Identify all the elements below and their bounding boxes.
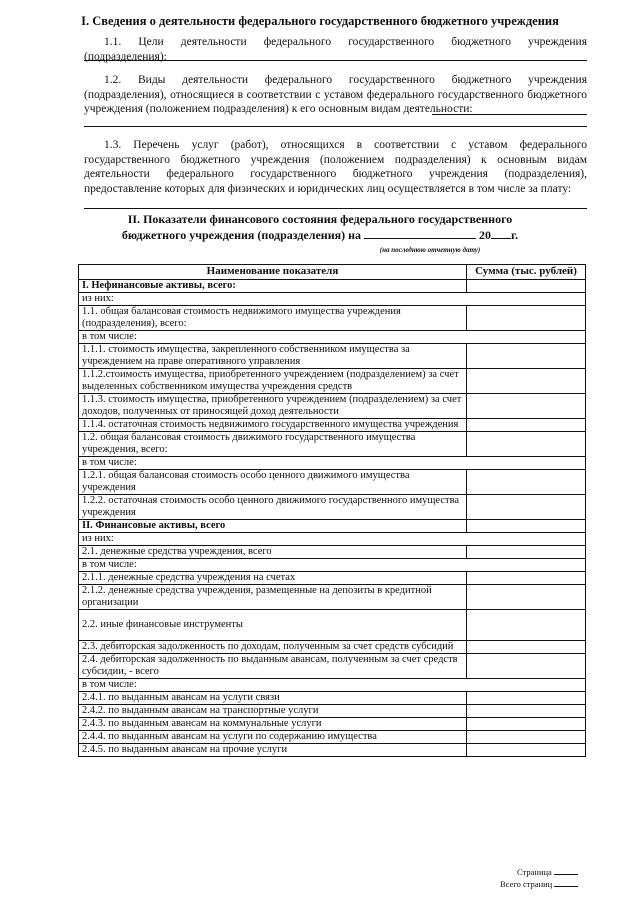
- table-row: [79, 585, 586, 610]
- table-row: [79, 572, 586, 585]
- table-row: [79, 731, 586, 744]
- indicator-name-cell: 2.1.1. денежные средства учреждения на счетах: [79, 572, 467, 585]
- indicator-name-cell: 2.4. дебиторская задолженность по выданным авансам, полученным за счет средств субсидии, - всего: [79, 654, 467, 679]
- table-row: [79, 432, 586, 457]
- year-suffix: г.: [511, 228, 519, 242]
- indicator-name-cell: в том числе:: [79, 559, 586, 572]
- indicator-name-cell: 2.4.4. по выданным авансам на услуги по содержанию имущества: [79, 731, 467, 744]
- year-prefix: 20: [479, 228, 492, 242]
- table-row: [79, 679, 586, 692]
- sum-cell[interactable]: [467, 520, 586, 533]
- fill-line: [84, 126, 587, 127]
- sum-cell[interactable]: [467, 546, 586, 559]
- sum-cell[interactable]: [467, 705, 586, 718]
- indicator-name-cell: из них:: [79, 533, 586, 546]
- sum-cell[interactable]: [467, 692, 586, 705]
- table-row: [79, 546, 586, 559]
- paragraph-1-1: 1.1. Цели деятельности федерального государственного бюджетного учреждения (подразделения):: [84, 36, 587, 63]
- paragraph-1-3: 1.3. Перечень услуг (работ), относящихся в соответствии с уставом федерального государственного бюджетного учреждения (положением подразделения) к основным видам деятельности федерального государственного бюджетного учреждения (подразделения), предоставление которых для физических и юридических лиц осуществляется в том числе за плату:: [84, 139, 587, 195]
- indicator-name-cell: 1.1.1. стоимость имущества, закрепленного собственником имущества за учреждением на праве оперативного управления: [79, 344, 467, 369]
- sum-cell[interactable]: [467, 369, 586, 394]
- indicator-name-cell: 2.2. иные финансовые инструменты: [79, 610, 467, 641]
- indicator-name-cell: в том числе:: [79, 679, 586, 692]
- sum-cell[interactable]: [467, 610, 586, 641]
- sum-cell[interactable]: [467, 718, 586, 731]
- indicator-name-cell: 1.1. общая балансовая стоимость недвижимого имущества учреждения (подразделения), всего:: [79, 306, 467, 331]
- sum-cell[interactable]: [467, 470, 586, 495]
- indicator-name-cell: в том числе:: [79, 331, 586, 344]
- indicator-name-cell: 2.1.2. денежные средства учреждения, размещенные на депозиты в кредитной организации: [79, 585, 467, 610]
- table-row: [79, 654, 586, 679]
- sum-cell[interactable]: [467, 419, 586, 432]
- fill-line: [432, 114, 587, 115]
- fill-line: [84, 60, 587, 61]
- date-blank: [364, 228, 476, 239]
- indicator-name-cell: в том числе:: [79, 457, 586, 470]
- paragraph-1-2: 1.2. Виды деятельности федерального государственного бюджетного учреждения (подразделения), относящиеся в соответствии с уставом федерального государственного бюджетного учреждения (положением подразделения) к его основным видам деятельности:: [84, 74, 587, 115]
- page-label: Страница: [517, 867, 552, 877]
- indicator-name-cell: 2.1. денежные средства учреждения, всего: [79, 546, 467, 559]
- indicator-name-cell: из них:: [79, 293, 586, 306]
- header-name: Наименование показателя: [79, 265, 467, 280]
- table-row: [79, 559, 586, 572]
- indicator-name-cell: 1.2.2. остаточная стоимость особо ценного движимого государственного имущества учреждения: [79, 495, 467, 520]
- indicator-name-cell: I. Нефинансовые активы, всего:: [79, 280, 467, 293]
- table-row: [79, 280, 586, 293]
- table-row: [79, 495, 586, 520]
- indicator-name-cell: 1.1.2.стоимость имущества, приобретенного учреждением (подразделением) за счет выделенных собственником имущества учреждения средств: [79, 369, 467, 394]
- sum-cell[interactable]: [467, 495, 586, 520]
- table-row: [79, 457, 586, 470]
- table-row: [79, 344, 586, 369]
- total-label: Всего страниц: [500, 879, 553, 889]
- indicator-name-cell: 2.4.5. по выданным авансам на прочие услуги: [79, 744, 467, 757]
- page-blank: [554, 866, 578, 875]
- section-2-title-prefix: бюджетного учреждения (подразделения) на: [121, 228, 362, 242]
- header-sum: Сумма (тыс. рублей): [467, 265, 586, 280]
- sum-cell[interactable]: [467, 572, 586, 585]
- section-2-title-date-line: [0, 228, 640, 243]
- year-blank: [491, 228, 511, 239]
- sum-cell[interactable]: [467, 306, 586, 331]
- table-header-row: [79, 265, 586, 280]
- table-row: [79, 520, 586, 533]
- table-row: [79, 533, 586, 546]
- section-1-title: I. Сведения о деятельности федерального государственного бюджетного учреждения: [81, 14, 559, 28]
- table-row: [79, 744, 586, 757]
- table-row: [79, 419, 586, 432]
- indicator-name-cell: 2.4.2. по выданным авансам на транспортные услуги: [79, 705, 467, 718]
- table-row: [79, 306, 586, 331]
- fill-line: [84, 208, 587, 209]
- sum-cell[interactable]: [467, 432, 586, 457]
- indicator-name-cell: II. Финансовые активы, всего: [79, 520, 467, 533]
- sum-cell[interactable]: [467, 641, 586, 654]
- sum-cell[interactable]: [467, 394, 586, 419]
- table-row: [79, 705, 586, 718]
- sum-cell[interactable]: [467, 585, 586, 610]
- table-body: [79, 280, 586, 757]
- indicator-name-cell: 2.4.3. по выданным авансам на коммунальные услуги: [79, 718, 467, 731]
- indicator-name-cell: 1.1.4. остаточная стоимость недвижимого государственного имущества учреждения: [79, 419, 467, 432]
- sum-cell[interactable]: [467, 731, 586, 744]
- sum-cell[interactable]: [467, 654, 586, 679]
- sum-cell[interactable]: [467, 744, 586, 757]
- indicator-name-cell: 2.4.1. по выданным авансам на услуги связи: [79, 692, 467, 705]
- financial-indicators-table: [78, 264, 586, 757]
- page-number-line: [517, 866, 578, 877]
- section-2-title: II. Показатели финансового состояния федерального государственного: [127, 212, 513, 226]
- sum-cell[interactable]: [467, 280, 586, 293]
- indicator-name-cell: 1.2.1. общая балансовая стоимость особо ценного движимого имущества учреждения: [79, 470, 467, 495]
- table-row: [79, 369, 586, 394]
- sum-cell[interactable]: [467, 344, 586, 369]
- table-row: [79, 692, 586, 705]
- table-row: [79, 641, 586, 654]
- table-row: [79, 331, 586, 344]
- table-row: [79, 718, 586, 731]
- indicator-name-cell: 1.2. общая балансовая стоимость движимого государственного имущества учреждения, всего:: [79, 432, 467, 457]
- total-pages-line: [500, 878, 578, 889]
- indicator-name-cell: 1.1.3. стоимость имущества, приобретенного учреждением (подразделением) за счет доходов, полученных от приносящей доход деятельности: [79, 394, 467, 419]
- table-row: [79, 610, 586, 641]
- indicator-name-cell: 2.3. дебиторская задолженность по доходам, полученным за счет средств субсидий: [79, 641, 467, 654]
- table-row: [79, 293, 586, 306]
- total-blank: [554, 878, 578, 887]
- date-note: (на последнюю отчетную дату): [379, 246, 481, 254]
- table-row: [79, 394, 586, 419]
- table-row: [79, 470, 586, 495]
